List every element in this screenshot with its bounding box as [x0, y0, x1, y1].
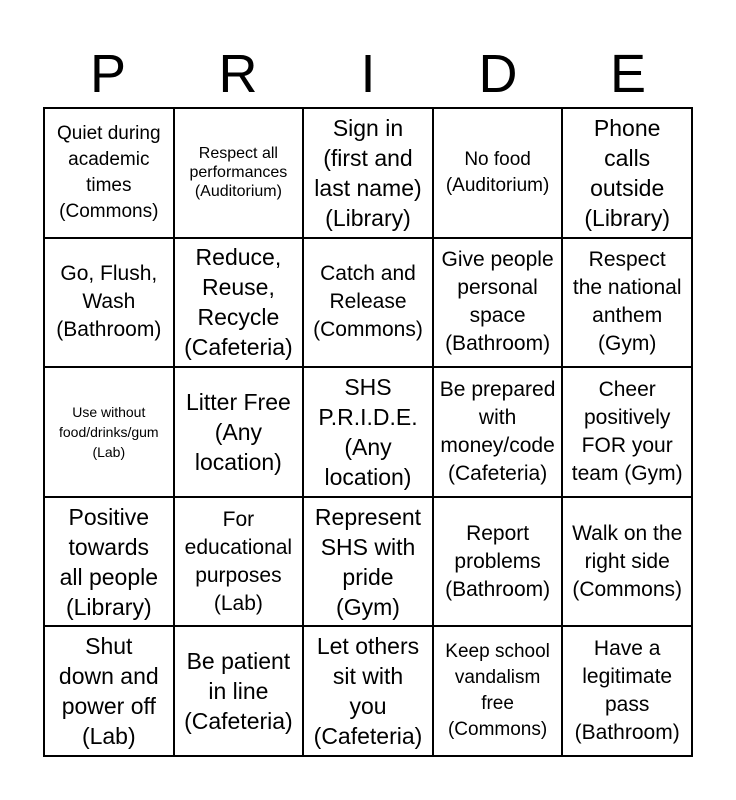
bingo-cell[interactable]: Litter Free (Any location)	[174, 367, 304, 497]
bingo-cell[interactable]: Sign in (first and last name) (Library)	[303, 108, 433, 238]
bingo-cell[interactable]: Catch and Release (Commons)	[303, 238, 433, 368]
header-letter-r: R	[218, 44, 258, 104]
bingo-cell[interactable]: Go, Flush, Wash (Bathroom)	[44, 238, 174, 368]
bingo-cell[interactable]: Respect all performances (Auditorium)	[174, 108, 304, 238]
bingo-cell[interactable]: Cheer positively FOR your team (Gym)	[562, 367, 692, 497]
bingo-cell[interactable]: Walk on the right side (Commons)	[562, 497, 692, 627]
bingo-cell[interactable]: Let others sit with you (Cafeteria)	[303, 626, 433, 756]
bingo-cell[interactable]: Phone calls outside (Library)	[562, 108, 692, 238]
bingo-cell[interactable]: Give people personal space (Bathroom)	[433, 238, 563, 368]
bingo-header	[43, 40, 693, 108]
bingo-cell[interactable]: Keep school vandalism free (Commons)	[433, 626, 563, 756]
bingo-cell[interactable]: Positive towards all people (Library)	[44, 497, 174, 627]
bingo-cell[interactable]: Use without food/drinks/gum (Lab)	[44, 367, 174, 497]
header-letter-d: D	[478, 44, 518, 104]
header-letter-p: P	[89, 44, 127, 104]
header-letter-i: I	[360, 44, 376, 104]
bingo-cell[interactable]: Be patient in line (Cafeteria)	[174, 626, 304, 756]
bingo-cell-free[interactable]: SHS P.R.I.D.E. (Any location)	[303, 367, 433, 497]
bingo-cell[interactable]: Reduce, Reuse, Recycle (Cafeteria)	[174, 238, 304, 368]
bingo-cell[interactable]: Respect the national anthem (Gym)	[562, 238, 692, 368]
bingo-board	[43, 107, 693, 757]
bingo-cell[interactable]: No food (Auditorium)	[433, 108, 563, 238]
bingo-cell[interactable]: For educational purposes (Lab)	[174, 497, 304, 627]
bingo-cell[interactable]: Quiet during academic times (Commons)	[44, 108, 174, 238]
bingo-cell[interactable]: Represent SHS with pride (Gym)	[303, 497, 433, 627]
bingo-cell[interactable]: Have a legitimate pass (Bathroom)	[562, 626, 692, 756]
header-letter-e: E	[609, 44, 647, 104]
bingo-cell[interactable]: Shut down and power off (Lab)	[44, 626, 174, 756]
bingo-cell[interactable]: Be prepared with money/code (Cafeteria)	[433, 367, 563, 497]
bingo-cell[interactable]: Report problems (Bathroom)	[433, 497, 563, 627]
